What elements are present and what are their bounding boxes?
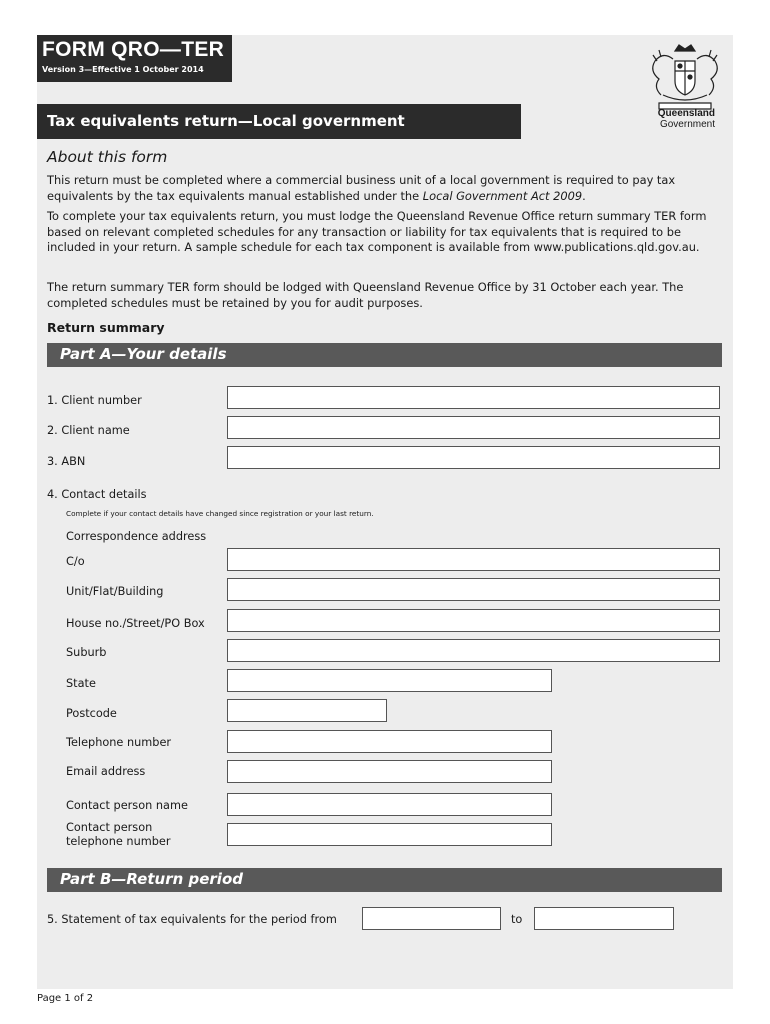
suburb-label: Suburb [66,646,107,659]
client-number-field[interactable] [227,386,720,409]
email-field[interactable] [227,760,552,783]
unit-label: Unit/Flat/Building [66,585,164,598]
logo-wordmark [637,108,715,130]
part-b-title: Part B—Return period [60,870,243,888]
part-a-bar [47,343,722,367]
contact-details-note: Complete if your contact details have changed since registration or your last return. [66,509,374,518]
period-statement-label: 5. Statement of tax equivalents for the period from [47,913,337,926]
telephone-label: Telephone number [66,736,172,749]
period-from-field[interactable] [362,907,501,930]
page-number: Page 1 of 2 [37,993,94,1004]
abn-label: 3. ABN [47,455,86,468]
suburb-field[interactable] [227,639,720,662]
email-label: Email address [66,765,146,778]
about-paragraph-2: To complete your tax equivalents return, you must lodge the Queensland Revenue Office return summary TER form based on relevant completed schedules for any transaction or liability for tax equivalents that is required to be included in your return. A sample schedule for each tax component is available from www.publications.qld.gov.au. [47,209,707,254]
contact-person-name-field[interactable] [227,793,552,816]
postcode-field[interactable] [227,699,387,722]
contact-details-label: 4. Contact details [47,488,147,501]
part-b-bar [47,868,722,892]
postcode-label: Postcode [66,707,117,720]
logo-line-1: Queensland [657,108,715,119]
abn-field[interactable] [227,446,720,469]
contact-person-name-label: Contact person name [66,799,188,812]
period-to-label: to [511,913,523,926]
telephone-field[interactable] [227,730,552,753]
state-label: State [66,677,96,690]
form-code-box [37,35,232,82]
about-paragraph-3: The return summary TER form should be lodged with Queensland Revenue Office by 31 October each year. The completed schedules must be retained by you for audit purposes. [47,280,684,310]
return-summary-heading: Return summary [47,320,165,335]
form-title: Tax equivalents return—Local government [47,112,405,130]
contact-person-telephone-label: Contact person telephone number [66,821,171,848]
house-street-label: House no./Street/PO Box [66,617,205,630]
form-code: FORM QRO—TER [42,38,225,61]
form-version: Version 3—Effective 1 October 2014 [42,65,204,74]
about-heading: About this form [47,148,168,166]
unit-field[interactable] [227,578,720,601]
part-a-title: Part A—Your details [60,345,227,363]
period-to-field[interactable] [534,907,674,930]
house-street-field[interactable] [227,609,720,632]
contact-person-telephone-field[interactable] [227,823,552,846]
client-number-label: 1. Client number [47,394,142,407]
client-name-field[interactable] [227,416,720,439]
co-field[interactable] [227,548,720,571]
about-paragraph-1: This return must be completed where a commercial business unit of a local government is required to pay tax equivalents by the tax equivalents manual established under the Local Government Act 2009. [47,173,676,203]
form-title-bar [37,104,521,139]
correspondence-address-label: Correspondence address [66,530,207,543]
state-field[interactable] [227,669,552,692]
client-name-label: 2. Client name [47,424,130,437]
logo-line-2: Government [659,119,715,130]
co-label: C/o [66,555,85,568]
